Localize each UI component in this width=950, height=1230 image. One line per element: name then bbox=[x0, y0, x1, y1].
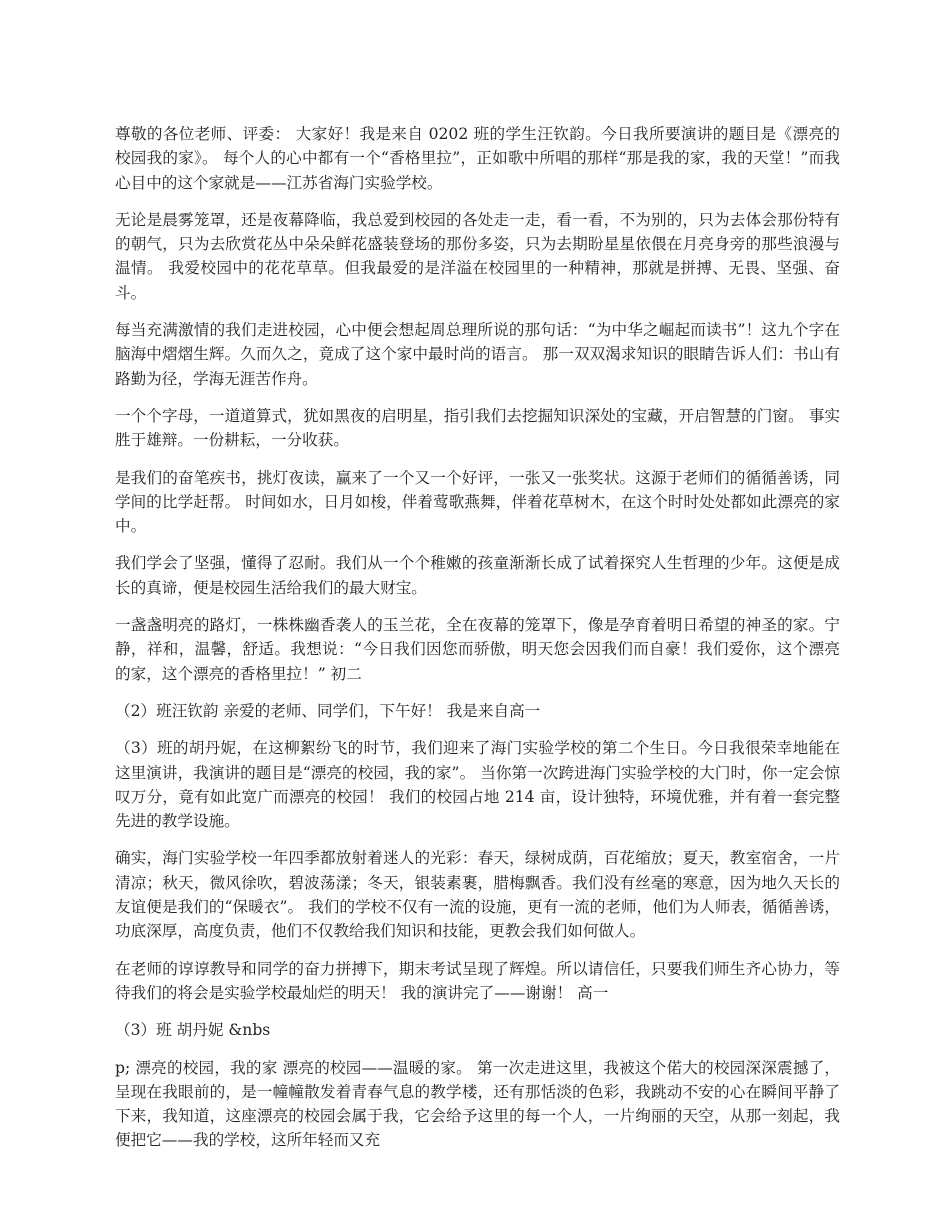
paragraph-6: 我们学会了坚强，懂得了忍耐。我们从一个个稚嫩的孩童渐渐长成了试着探究人生哲理的少年。这便是成长的真谛，便是校园生活给我们的最大财宝。 bbox=[115, 554, 840, 597]
paragraph-5: 是我们的奋笔疾书，挑灯夜读，赢来了一个又一个好评，一张又一张奖状。这源于老师们的循循善诱，同学间的比学赶帮。 时间如水，日月如梭，伴着莺歌燕舞，伴着花草树木，在这个时时处处都如此漂亮的家中。 bbox=[115, 468, 840, 536]
paragraph-13: p; 漂亮的校园，我的家 漂亮的校园——温暖的家。 第一次走进这里，我被这个偌大的校园深深震撼了，呈现在我眼前的，是一幢幢散发着青春气息的教学楼，还有那恬淡的色彩，我跳动不安的心在瞬间平静了下来，我知道，这座漂亮的校园会属于我，它会给予这里的每一个人，一片绚丽的天空，从那一刻起，我便把它——我的学校，这所年轻而又充 bbox=[115, 1058, 840, 1150]
paragraph-9: （3）班的胡丹妮，在这柳絮纷飞的时节，我们迎来了海门实验学校的第二个生日。今日我很荣幸地能在这里演讲，我演讲的题目是“漂亮的校园，我的家”。 当你第一次跨进海门实验学校的大门时，你一定会惊叹万分，竟有如此宽广而漂亮的校园！ 我们的校园占地 214 亩，设计独特，环境优雅，并有着一套完整先进的教学设施。 bbox=[115, 739, 840, 831]
paragraph-11: 在老师的谆谆教导和同学的奋力拼搏下，期末考试呈现了辉煌。所以请信任，只要我们师生齐心协力，等待我们的将会是实验学校最灿烂的明天！ 我的演讲完了——谢谢！ 高一 bbox=[115, 959, 840, 1002]
paragraph-2: 无论是晨雾笼罩，还是夜幕降临，我总爱到校园的各处走一走，看一看，不为别的，只为去体会那份特有的朝气，只为去欣赏花丛中朵朵鲜花盛装登场的那份多姿，只为去期盼星星依偎在月亮身旁的那些浪漫与温情。 我爱校园中的花花草草。但我最爱的是洋溢在校园里的一种精神，那就是拼搏、无畏、坚强、奋斗。 bbox=[115, 210, 840, 302]
paragraph-10: 确实，海门实验学校一年四季都放射着迷人的光彩：春天，绿树成荫，百花缩放；夏天，教室宿舍，一片清凉；秋天，微风徐吹，碧波荡漾；冬天，银装素裹，腊梅飘香。我们没有丝毫的寒意，因为地久天长的友谊便是我们的“保暖衣”。 我们的学校不仅有一流的设施，更有一流的老师，他们为人师表，循循善诱，功底深厚，高度负责，他们不仅教给我们知识和技能，更教会我们如何做人。 bbox=[115, 849, 840, 941]
paragraph-1: 尊敬的各位老师、评委： 大家好！我是来自 0202 班的学生汪钦韵。今日我所要演讲的题目是《漂亮的校园我的家》。 每个人的心中都有一个“香格里拉”，正如歌中所唱的那样“那是我的家，我的天堂！”而我心目中的这个家就是——江苏省海门实验学校。 bbox=[115, 125, 840, 192]
paragraph-4: 一个个字母，一道道算式，犹如黑夜的启明星，指引我们去挖掘知识深处的宝藏，开启智慧的门窗。 事实胜于雄辩。一份耕耘，一分收获。 bbox=[115, 406, 840, 450]
paragraph-7: 一盏盏明亮的路灯，一株株幽香袭人的玉兰花，全在夜幕的笼罩下，像是孕育着明日希望的神圣的家。宁静，祥和，温馨，舒适。我想说：“今日我们因您而骄傲，明天您会因我们而自豪！我们爱你，这个漂亮的家，这个漂亮的香格里拉！” 初二 bbox=[115, 616, 840, 683]
paragraph-3: 每当充满激情的我们走进校园，心中便会想起周总理所说的那句话：“为中华之崛起而读书”！这九个字在脑海中熠熠生辉。久而久之，竟成了这个家中最时尚的语言。 那一双双渴求知识的眼睛告诉人们：书山有路勤为径，学海无涯苦作舟。 bbox=[115, 321, 840, 388]
document-body bbox=[115, 122, 840, 1166]
paragraph-8: （2）班汪钦韵 亲爱的老师、同学们，下午好！ 我是来自高一 bbox=[115, 701, 541, 720]
paragraph-12: （3）班 胡丹妮 &nbs bbox=[115, 1021, 271, 1040]
